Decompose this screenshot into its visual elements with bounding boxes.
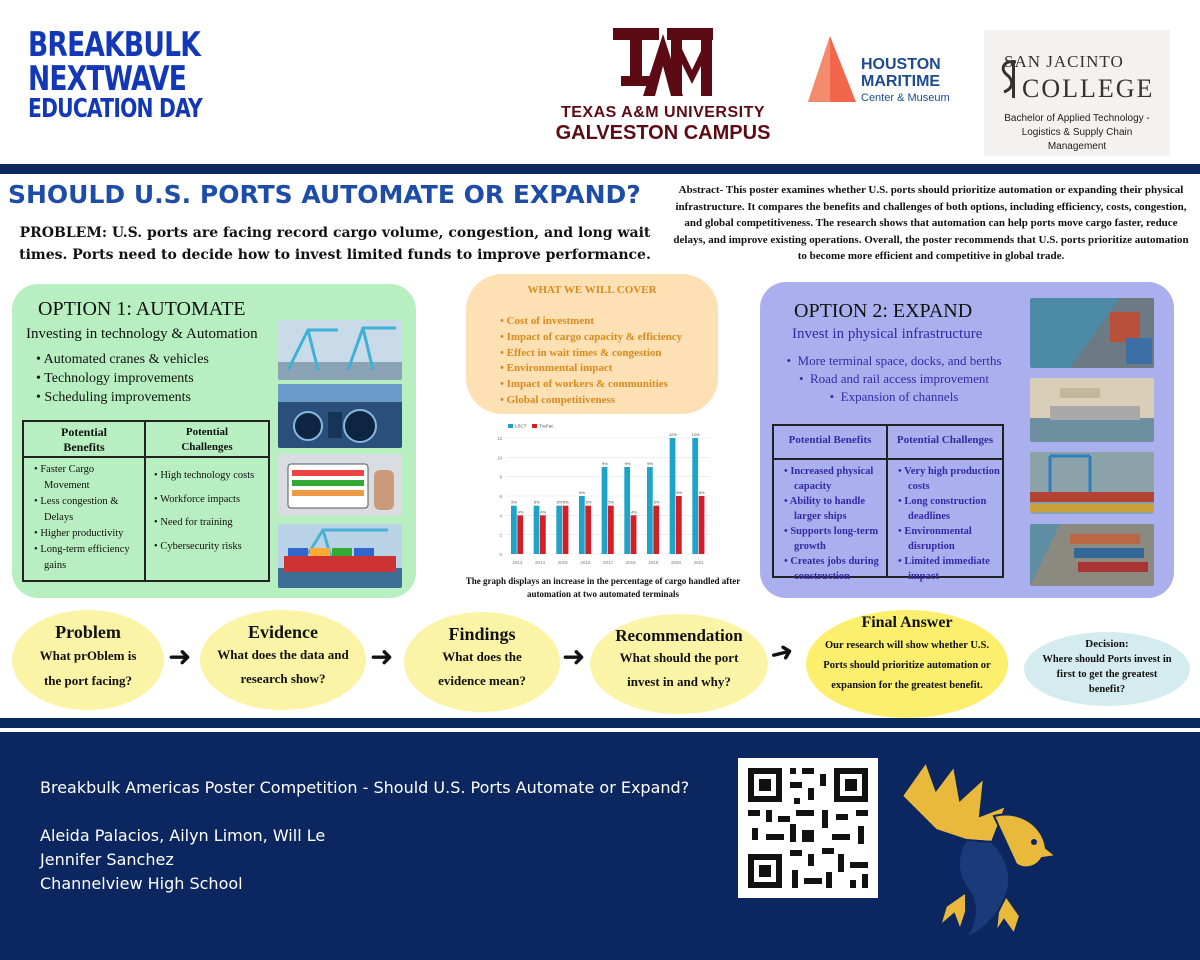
san-jacinto-logo xyxy=(984,30,1170,156)
flow-findings-text-1: What does the xyxy=(442,649,522,664)
houston-maritime-logo xyxy=(806,34,976,106)
chart-data-label: 5% xyxy=(511,499,518,505)
chart-bar xyxy=(602,467,608,554)
list-item: • Ability to handle larger ships xyxy=(782,494,886,524)
chart-data-label: 4% xyxy=(540,509,547,515)
competition-name: Breakbulk Americas Poster Competition - Should U.S. Ports Automate or Expand? xyxy=(40,778,690,797)
chart-bar xyxy=(692,438,698,554)
flow-evidence-text-1: What does the data and xyxy=(217,647,349,662)
flow-problem-text-1: What prOblem is xyxy=(39,648,137,663)
footer-credits xyxy=(40,776,689,896)
sjc-sub-1: Bachelor of Applied Technology - xyxy=(1004,113,1150,124)
sjc-name: SAN JACINTO xyxy=(1004,52,1124,71)
chart-y-tick-label: 10 xyxy=(496,455,502,461)
flow-final-answer xyxy=(806,610,1008,718)
option1-subtitle: Investing in technology & Automation xyxy=(26,326,258,342)
chart-bar xyxy=(647,467,653,554)
list-item: • Environmental disruption xyxy=(896,524,1002,554)
tamu-campus: GALVESTON CAMPUS xyxy=(555,122,771,144)
list-item: • Impact of workers & communities xyxy=(500,377,682,393)
list-item: • More terminal space, docks, and berths xyxy=(786,353,1002,368)
chart-bar xyxy=(563,506,569,554)
tamu-name: TEXAS A&M UNIVERSITY xyxy=(560,104,766,121)
eagle-mascot-icon xyxy=(896,756,1060,942)
chart-y-tick-label: 2 xyxy=(499,532,502,538)
aerial-port-photo xyxy=(1030,298,1154,368)
list-item: • Technology improvements xyxy=(36,369,209,388)
chart-bar xyxy=(585,506,591,554)
chart-x-tick-label: 2015 xyxy=(557,560,568,565)
option2-challenges-list xyxy=(896,464,1002,584)
chart-data-label: 5% xyxy=(608,499,615,505)
breakbulk-logo-line2: NEXTWAVE xyxy=(28,59,187,99)
problem-statement: PROBLEM: U.S. ports are facing record cargo volume, congestion, and long wait times. Ports need to decide how to invest limited funds to improve performance. xyxy=(19,225,651,263)
houston-maritime-sub: Center & Museum xyxy=(861,92,950,104)
flow-problem-text-2: the port facing? xyxy=(43,673,133,688)
chart-bar xyxy=(511,506,517,554)
chart-caption: The graph displays an increase in the percentage of cargo handled after automation at two automated terminals xyxy=(465,576,741,599)
container-ship-photo xyxy=(278,524,402,588)
list-item: • Expansion of channels xyxy=(829,389,959,404)
option2-subtitle: Invest in physical infrastructure xyxy=(792,326,983,342)
breakbulk-logo-line1: BREAKBULK xyxy=(28,25,201,65)
option1-benefits-header: Potential Benefits xyxy=(61,425,107,454)
houston-maritime-title-2: MARITIME xyxy=(861,73,941,90)
list-item: • Very high production costs xyxy=(896,464,1002,494)
chart-y-tick-label: 6 xyxy=(499,494,502,499)
breakbulk-logo-line3: EDUCATION DAY xyxy=(28,94,202,124)
chart-bar xyxy=(676,496,682,554)
qr-code[interactable] xyxy=(738,758,878,898)
flow-evidence xyxy=(200,610,366,710)
dock-construction-photo xyxy=(1030,378,1154,442)
chart-bar xyxy=(699,496,705,554)
list-item: • Effect in wait times & congestion xyxy=(500,346,682,362)
flow-decision-title: Decision: xyxy=(1085,638,1129,650)
chart-data-label: 5% xyxy=(533,499,540,505)
list-item: • Less congestion & Delays xyxy=(32,494,140,526)
cargo-chart xyxy=(488,420,716,570)
flow-recommendation xyxy=(590,614,768,714)
school-name: Channelview High School xyxy=(40,874,243,893)
chart-data-label: 12% xyxy=(668,432,677,437)
chart-legend-label: TraPac xyxy=(539,423,554,429)
footer-divider xyxy=(0,718,1200,728)
option1-bullets xyxy=(36,350,209,407)
list-item: • Road and rail access improvement xyxy=(798,371,990,386)
flow-decision xyxy=(1024,632,1190,706)
option2-table xyxy=(772,424,1004,582)
chart-x-tick-label: 2016 xyxy=(580,560,591,565)
chart-x-tick-label: 2021 xyxy=(693,560,704,565)
list-item: • Supports long-term growth xyxy=(782,524,886,554)
chart-bar xyxy=(608,506,614,554)
chart-data-label: 5% xyxy=(556,499,563,505)
list-item: • Global competitiveness xyxy=(500,393,682,409)
flow-evidence-text-2: research show? xyxy=(240,671,326,686)
list-item: • Limited immediate impact xyxy=(896,554,1002,584)
flow-problem xyxy=(12,610,164,710)
cover-title: WHAT WE WILL COVER xyxy=(527,284,657,296)
chart-bar xyxy=(534,506,540,554)
chart-data-label: 4% xyxy=(517,509,524,515)
chart-data-label: 6% xyxy=(698,490,705,495)
flow-findings xyxy=(404,612,560,712)
list-item: • Need for training xyxy=(152,511,270,535)
list-item: • High technology costs xyxy=(152,464,270,488)
poster-title: SHOULD U.S. PORTS AUTOMATE OR EXPAND? xyxy=(8,180,641,209)
flow-recommendation-title: Recommendation xyxy=(615,626,743,645)
chart-data-label: 12% xyxy=(691,432,700,437)
chart-bar xyxy=(517,515,523,554)
abstract: Abstract- This poster examines whether U.S. ports should prioritize automation or expanding their physical infrastructure. It compares the benefits and challenges of both options, including efficiency, costs, congestion, and global competitiveness. The research shows that automation can help ports move cargo faster, reduce delays, and improve existing operations. Overall, the poster recommends that U.S. ports prioritize automation to become more efficient and competitive in global trade. xyxy=(673,184,1189,262)
container-terminal-photo xyxy=(1030,524,1154,586)
list-item: • Scheduling improvements xyxy=(36,388,209,407)
chart-data-label: 9% xyxy=(601,461,608,466)
flow-arrow-icon: ➜ xyxy=(562,640,586,673)
option2-panel xyxy=(760,282,1174,598)
chart-data-label: 9% xyxy=(624,461,631,466)
option2-benefits-list xyxy=(782,464,886,584)
chart-x-tick-label: 2014 xyxy=(534,560,546,565)
chart-bar xyxy=(624,467,630,554)
flow-arrow-icon: ➜ xyxy=(766,633,798,672)
option1-challenges-list xyxy=(152,464,270,558)
breakbulk-logo xyxy=(28,25,202,124)
chart-data-label: 5% xyxy=(562,499,569,505)
option2-title: OPTION 2: EXPAND xyxy=(794,300,973,322)
automated-crane-photo xyxy=(278,320,402,380)
option1-benefits-list xyxy=(32,462,140,574)
chart-y-tick-label: 8 xyxy=(499,474,502,480)
list-item: • Long construction deadlines xyxy=(896,494,1002,524)
chart-bar xyxy=(579,496,585,554)
chart-data-label: 5% xyxy=(653,499,660,505)
list-item: • Cost of investment xyxy=(500,314,682,330)
list-item: • Creates jobs during construction xyxy=(782,554,886,584)
sjc-sub-3: Management xyxy=(1047,141,1107,152)
cover-panel xyxy=(466,274,718,414)
chart-legend-swatch xyxy=(508,424,513,428)
chart-data-label: 5% xyxy=(585,499,592,505)
flow-recommendation-text-2: invest in and why? xyxy=(627,674,731,689)
chart-x-tick-label: 2018 xyxy=(625,560,636,565)
chart-bar xyxy=(540,515,546,554)
flow-arrow-icon: ➜ xyxy=(168,640,192,673)
chart-data-label: 4% xyxy=(630,509,637,515)
sjc-sub-2: Logistics & Supply Chain xyxy=(1021,127,1133,138)
option2-challenges-header: Potential Challenges xyxy=(896,434,994,446)
chart-y-tick-label: 4 xyxy=(499,513,502,519)
option2-bullets xyxy=(760,352,1028,406)
chart-data-label: 6% xyxy=(676,490,683,495)
flow-arrow-icon: ➜ xyxy=(370,640,394,673)
list-item: • Workforce impacts xyxy=(152,488,270,512)
chart-legend-swatch xyxy=(532,424,537,428)
list-item: • Environmental impact xyxy=(500,361,682,377)
list-item: • Faster Cargo Movement xyxy=(32,462,140,494)
chart-data-label: 6% xyxy=(579,490,586,495)
sjc-college: COLLEGE xyxy=(1022,74,1155,103)
houston-maritime-title-1: HOUSTON xyxy=(861,56,941,73)
chart-legend-label: LBCT xyxy=(515,423,527,429)
flow-recommendation-text-1: What should the port xyxy=(619,650,739,665)
chart-y-tick-label: 0 xyxy=(499,552,502,557)
list-item: • Automated cranes & vehicles xyxy=(36,350,209,369)
chart-bar xyxy=(653,506,659,554)
flow-final-title: Final Answer xyxy=(861,614,953,631)
chart-data-label: 9% xyxy=(647,461,654,466)
list-item: • Cybersecurity risks xyxy=(152,535,270,559)
chart-x-tick-label: 2019 xyxy=(648,560,659,565)
chart-bar xyxy=(670,438,676,554)
tamu-logo xyxy=(548,26,778,145)
flow-problem-title: Problem xyxy=(55,622,121,642)
flow-findings-text-2: evidence mean? xyxy=(438,673,526,688)
chart-x-tick-label: 2017 xyxy=(602,560,614,565)
option2-benefits-header: Potential Benefits xyxy=(788,434,872,446)
chart-x-tick-label: 2020 xyxy=(670,560,682,565)
flow-evidence-title: Evidence xyxy=(248,622,318,642)
list-item: • Impact of cargo capacity & efficiency xyxy=(500,330,682,346)
sail-icon xyxy=(806,34,858,106)
qr-code-icon xyxy=(738,758,878,898)
option1-panel xyxy=(12,284,416,598)
option1-challenges-header: Potential Challenges xyxy=(181,426,233,453)
tablet-photo xyxy=(278,454,402,516)
cover-list xyxy=(500,314,682,409)
flow-findings-title: Findings xyxy=(448,624,516,644)
flow-final-text: Our research will show whether U.S. Ports should prioritize automation or expansion for the greatest benefit. xyxy=(823,640,991,691)
header-divider xyxy=(0,164,1200,174)
authors-line-1: Aleida Palacios, Ailyn Limon, Will Le xyxy=(40,826,326,845)
list-item: • Increased physical capacity xyxy=(782,464,886,494)
chart-x-tick-label: 2013 xyxy=(512,560,523,565)
option1-title: OPTION 1: AUTOMATE xyxy=(38,298,246,320)
tamu-mark-icon xyxy=(613,26,713,100)
chart-bar xyxy=(631,515,637,554)
control-room-photo xyxy=(278,384,402,448)
flow-decision-text: Where should Ports invest in first to get the greatest benefit? xyxy=(1042,654,1172,695)
chart-bar xyxy=(556,506,562,554)
list-item: • Higher productivity xyxy=(32,526,140,542)
list-item: • Long-term efficiency gains xyxy=(32,542,140,574)
authors-line-2: Jennifer Sanchez xyxy=(40,850,174,869)
chart-y-tick-label: 12 xyxy=(496,436,502,441)
option1-table xyxy=(22,420,270,582)
rail-yard-photo xyxy=(1030,452,1154,514)
